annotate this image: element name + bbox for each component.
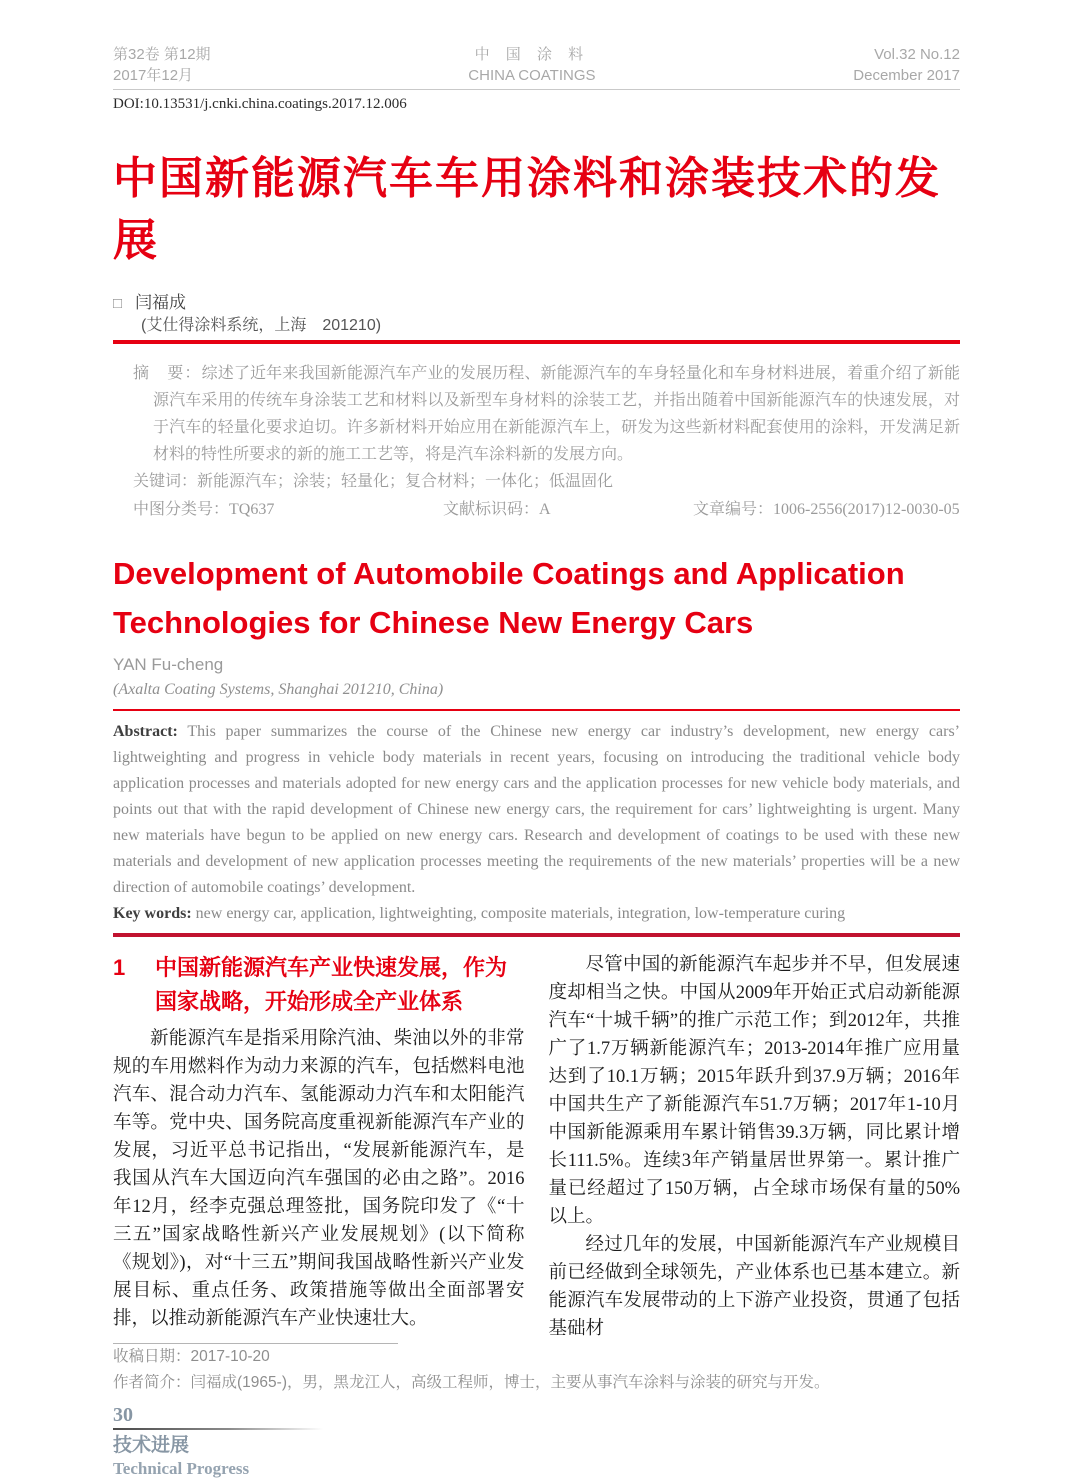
- received-date-value: 2017-10-20: [190, 1348, 270, 1365]
- keywords-en-text: new energy car, application, lightweighting, composite materials, integration, low-temperature curing: [195, 905, 846, 922]
- volume-issue-en: Vol.32 No.12: [874, 46, 960, 63]
- author-row: [113, 288, 960, 312]
- divider-red-middle: [113, 709, 960, 711]
- article-id-label: 文章编号：: [693, 501, 774, 518]
- keywords-cn: [113, 468, 960, 495]
- document-code: [443, 497, 693, 523]
- body-columns: [113, 951, 960, 1343]
- affiliation-en: (Axalta Coating Systems, Shanghai 201210, China): [113, 681, 444, 698]
- issue-date-cn: 2017年12月: [113, 67, 194, 84]
- article-title-en: Development of Automobile Coatings and Application Technologies for Chinese New Energy Cars: [113, 556, 905, 640]
- footnote-block: [113, 1343, 960, 1396]
- received-date-label: 收稿日期：: [113, 1348, 191, 1365]
- page-footer: [113, 1404, 960, 1480]
- article-title-cn: 中国新能源汽车车用涂料和涂装技术的发展: [113, 154, 941, 265]
- column-title-en: Technical Progress: [113, 1459, 250, 1478]
- doc-code-value: A: [539, 501, 551, 518]
- article-id-value: 1006-2556(2017)12-0030-05: [773, 501, 960, 518]
- column-right: [549, 951, 961, 1343]
- header-center: [468, 44, 595, 86]
- page-number: 30: [113, 1404, 133, 1426]
- keywords-cn-text: 新能源汽车；涂装；轻量化；复合材料；一体化；低温固化: [197, 473, 614, 490]
- keywords-en: [113, 901, 960, 927]
- header-right: [853, 44, 960, 86]
- divider-red-bottom: [113, 933, 960, 937]
- author-name-en: YAN Fu-cheng: [113, 655, 224, 674]
- keywords-en-label: Key words:: [113, 905, 192, 922]
- doi-line: DOI:10.13531/j.cnki.china.coatings.2017.12.006: [113, 96, 407, 112]
- abstract-en: [113, 719, 960, 901]
- affiliation-cn: (艾仕得涂料系统，上海 201210): [141, 317, 382, 334]
- body-paragraph: 新能源汽车是指采用除汽油、柴油以外的非常规的车用燃料作为动力来源的汽车，包括燃料电池汽车、混合动力汽车、氢能源动力汽车和太阳能汽车等。党中央、国务院高度重视新能源汽车产业的发展，习近平总书记指出，“发展新能源汽车，是我国从汽车大国迈向汽车强国的必由之路”。2016年12月，经李克强总理签批，国务院印发了《“十三五”国家战略性新兴产业发展规划》(以下简称《规划》)，对“十三五”期间我国战略性新兴产业发展目标、重点任务、政策措施等做出全面部署安排，以推动新能源汽车产业快速壮大。: [113, 1029, 525, 1329]
- clc-value: TQ637: [229, 501, 275, 518]
- abstract-cn-label: 摘 要：: [133, 365, 202, 382]
- received-date-line: [113, 1344, 960, 1370]
- abstract-cn-text: 综述了近年来我国新能源汽车产业的发展历程、新能源汽车的车身轻量化和车身材料进展，着重介绍了新能源汽车采用的传统车身涂装工艺和材料以及新型车身材料的涂装工艺，并指出随着中国新能源汽车的快速发展，对于汽车的轻量化要求迫切。许多新材料开始应用在新能源汽车上，研发为这些新材料配套使用的涂料，开发满足新材料的特性所要求的新的施工工艺等，将是汽车涂料新的发展方向。: [153, 365, 960, 463]
- article-id: [693, 497, 960, 523]
- divider-red-top: [113, 340, 960, 344]
- author-square-icon: □: [113, 295, 123, 312]
- keywords-cn-label: 关键词：: [133, 473, 198, 490]
- clc-number: [133, 497, 443, 523]
- clc-label: 中图分类号：: [133, 501, 230, 518]
- section-1-title: 中国新能源汽车产业快速发展，作为国家战略，开始形成全产业体系: [155, 955, 508, 1014]
- classification-row: [113, 497, 960, 523]
- section-1-heading: [113, 951, 525, 1019]
- author-name-cn: 闫福成: [135, 293, 187, 312]
- author-bio-line: [113, 1370, 960, 1396]
- abstract-cn: [113, 360, 960, 468]
- abstract-en-label: Abstract:: [113, 723, 178, 740]
- author-bio-text: 闫福成(1965-)，男，黑龙江人，高级工程师，博士，主要从事汽车涂料与涂装的研究与开发。: [190, 1374, 830, 1391]
- column-title-cn: 技术进展: [113, 1435, 190, 1456]
- body-paragraph: 经过几年的发展，中国新能源汽车产业规模目前已经做到全球领先，产业体系也已基本建立。新能源汽车发展带动的上下游产业投资，贯通了包括基础材: [548, 1235, 960, 1339]
- journal-header: [113, 44, 960, 90]
- body-paragraph: 尽管中国的新能源汽车起步并不早，但发展速度却相当之快。中国从2009年开始正式启动新能源汽车“十城千辆”的推广示范工作；到2012年，共推广了1.7万辆新能源汽车；2013-2014年推广应用量达到了10.1万辆；2015年跃升到37.9万辆；2016年中国共生产了新能源汽车51.7万辆；2017年1-10月中国新能源乘用车累计销售39.3万辆，同比累计增长111.5%。连续3年产销量居世界第一。累计推广量已经超过了150万辆，占全球市场保有量的50%以上。: [548, 955, 960, 1227]
- author-bio-label: 作者简介：: [113, 1374, 191, 1391]
- page-number-rule: [113, 1428, 323, 1430]
- column-left: [113, 951, 525, 1343]
- abstract-en-text: This paper summarizes the course of the Chinese new energy car industry’s development, new energy cars’ lightweighting and progress in vehicle body materials in recent years, focusing on introducing the traditional vehicle body application processes and materials adopted for new energy cars and the application processes for new vehicle body materials, and points out that with the rapid development of Chinese new energy cars, the requirement for cars’ lightweighting is urgent. Many new materials have begun to be applied on new energy cars. Research and development of coatings to be used with these new materials and development of new application processes meeting the requirements of the new materials’ properties will be a new direction of automobile coatings’ development.: [113, 723, 960, 896]
- journal-name-en: CHINA COATINGS: [468, 67, 596, 84]
- journal-name-cn: 中 国 涂 料: [474, 46, 590, 63]
- doc-code-label: 文献标识码：: [443, 501, 540, 518]
- section-1-number: 1: [113, 955, 126, 980]
- issue-date-en: December 2017: [853, 67, 960, 84]
- volume-issue-cn: 第32卷 第12期: [113, 46, 211, 63]
- header-left: [113, 44, 211, 86]
